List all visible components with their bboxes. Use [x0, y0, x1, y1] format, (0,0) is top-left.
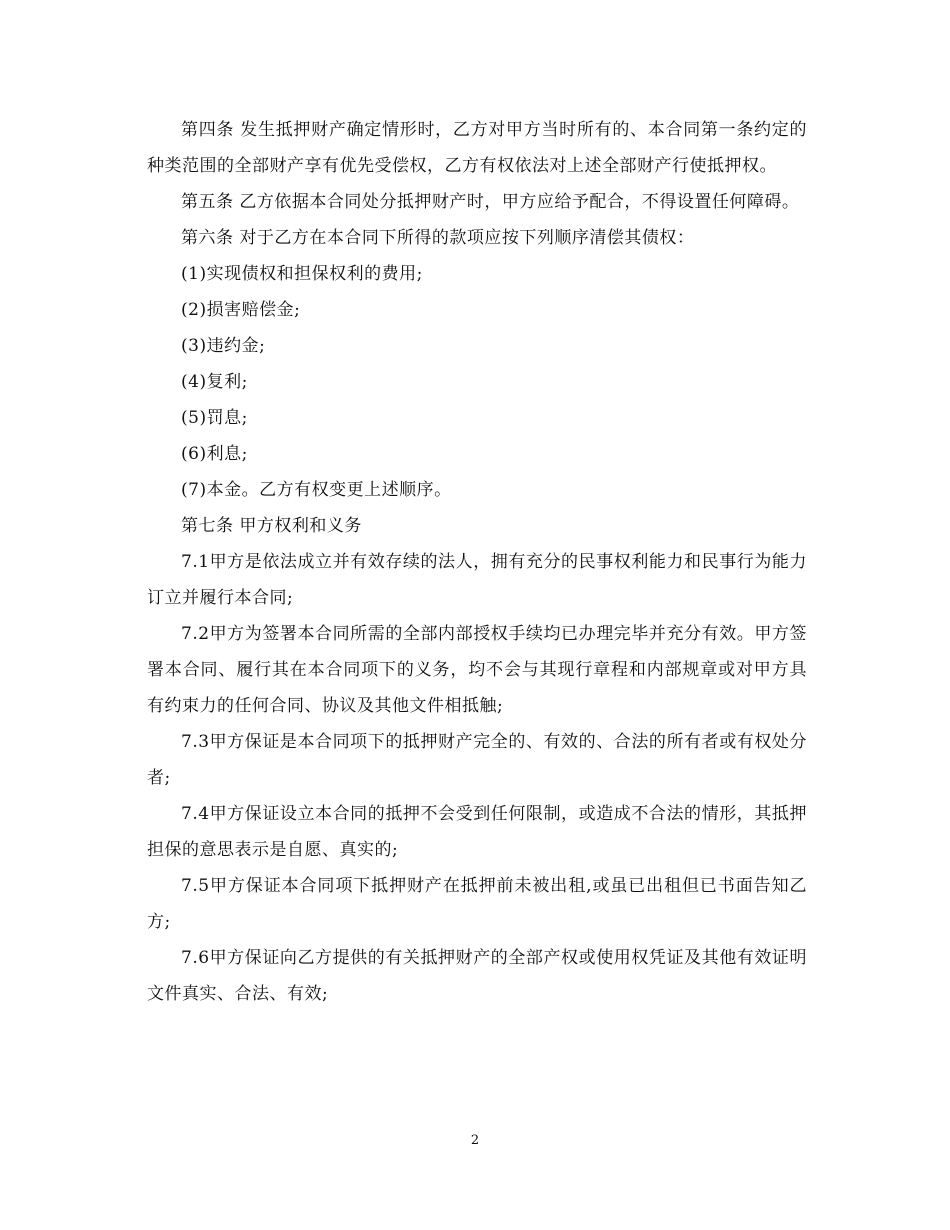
clause-7-3: 7.3甲方保证是本合同项下的抵押财产完全的、有效的、合法的所有者或有权处分者;: [147, 732, 807, 788]
paragraph-article-5: 第五条 乙方依据本合同处分抵押财产时，甲方应给予配合，不得设置任何障碍。: [181, 192, 800, 212]
paragraph-article-6: 第六条 对于乙方在本合同下所得的款项应按下列顺序清偿其债权：: [181, 228, 695, 248]
list-item-repayment-2: (2)损害赔偿金;: [181, 300, 301, 320]
clause-7-2: 7.2甲方为签署本合同所需的全部内部授权手续均已办理完毕并充分有效。甲方签署本合同、履行其在本合同项下的义务，均不会与其现行章程和内部规章或对甲方具有约束力的任何合同、协议及其他文件相抵触;: [147, 624, 807, 716]
list-item-repayment-5: (5)罚息;: [181, 408, 248, 428]
list-item-repayment-6: (6)利息;: [181, 444, 248, 464]
page-number: 2: [470, 1133, 480, 1148]
list-item-repayment-4: (4)复利;: [181, 372, 248, 392]
clause-7-4: 7.4甲方保证设立本合同的抵押不会受到任何限制，或造成不合法的情形，其抵押担保的意思表示是自愿、真实的;: [147, 804, 807, 860]
list-item-repayment-7: (7)本金。乙方有权变更上述顺序。: [181, 480, 452, 500]
paragraph-article-7-heading: 第七条 甲方权利和义务: [181, 516, 362, 536]
list-item-repayment-1: (1)实现债权和担保权利的费用;: [181, 264, 423, 284]
clause-7-6: 7.6甲方保证向乙方提供的有关抵押财产的全部产权或使用权凭证及其他有效证明文件真实、合法、有效;: [147, 948, 807, 1004]
list-item-repayment-3: (3)违约金;: [181, 336, 266, 356]
paragraph-article-4: 第四条 发生抵押财产确定情形时，乙方对甲方当时所有的、本合同第一条约定的种类范围的全部财产享有优先受偿权，乙方有权依法对上述全部财产行使抵押权。: [147, 120, 807, 176]
clause-7-1: 7.1甲方是依法成立并有效存续的法人，拥有充分的民事权利能力和民事行为能力订立并履行本合同;: [147, 552, 807, 608]
clause-7-5: 7.5甲方保证本合同项下抵押财产在抵押前未被出租,或虽已出租但已书面告知乙方;: [147, 876, 807, 932]
document-body: [147, 112, 807, 1012]
